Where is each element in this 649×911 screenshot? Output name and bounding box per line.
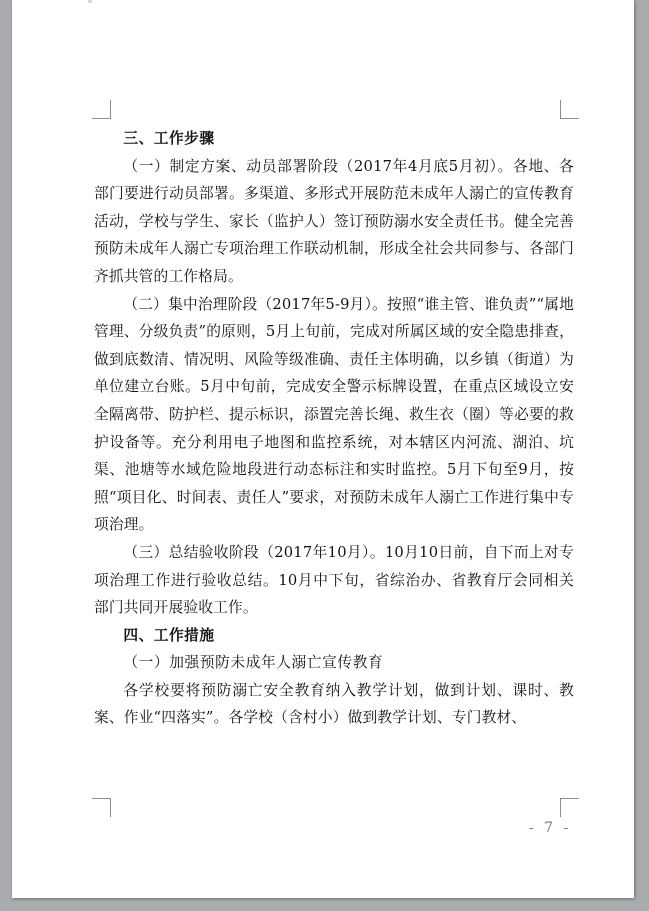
- page-number: - 7 -: [529, 820, 572, 836]
- section-heading-measures: 四、工作措施: [123, 626, 215, 644]
- crop-mark-bottom-right: [560, 798, 579, 817]
- section-heading-steps: 三、工作步骤: [123, 130, 215, 147]
- subheading-education: （一）加强预防未成年人溺亡宣传教育: [123, 654, 384, 672]
- page-top-mark: [88, 0, 92, 3]
- crop-mark-top-right: [560, 100, 579, 119]
- document-body[interactable]: [94, 125, 574, 732]
- crop-mark-bottom-left: [92, 798, 111, 817]
- paragraph-stage-3: （三）总结验收阶段（2017年10月）。10月10日前，自下而上对专项治理工作进行验收总结。10月中下旬，省综治办、省教育厅会同相关部门共同开展验收工作。: [94, 543, 574, 617]
- paragraph-stage-1: （一）制定方案、动员部署阶段（2017年4月底5月初）。各地、各部门要进行动员部署。多渠道、多形式开展防范未成年人溺亡的宣传教育活动，学校与学生、家长（监护人）签订预防溺水安全责任书。健全完善预防未成年人溺亡专项治理工作联动机制，形成全社会共同参与、各部门齐抓共管的工作格局。: [94, 157, 574, 285]
- document-page: [12, 0, 634, 898]
- paragraph-stage-2: （二）集中治理阶段（2017年5-9月）。按照“谁主管、谁负责”“属地管理、分级负责”的原则，5月上旬前，完成对所属区域的安全隐患排查，做到底数清、情况明、风险等级准确、责任主体明确，以乡镇（街道）为单位建立台账。5月中旬前，完成安全警示标牌设置，在重点区域设立安全隔离带、防护栏、提示标识，添置完善长绳、救生衣（圈）等必要的救护设备等。充分利用电子地图和监控系统，对本辖区内河流、湖泊、坑渠、池塘等水域危险地段进行动态标注和实时监控。5月下旬至9月，按照“项目化、时间表、责任人”要求，对预防未成年人溺亡工作进行集中专项治理。: [94, 295, 574, 534]
- paragraph-education: 各学校要将预防溺亡安全教育纳入教学计划，做到计划、课时、教案、作业“四落实”。各学校（含村小）做到教学计划、专门教材、: [94, 681, 574, 727]
- crop-mark-top-left: [92, 100, 111, 119]
